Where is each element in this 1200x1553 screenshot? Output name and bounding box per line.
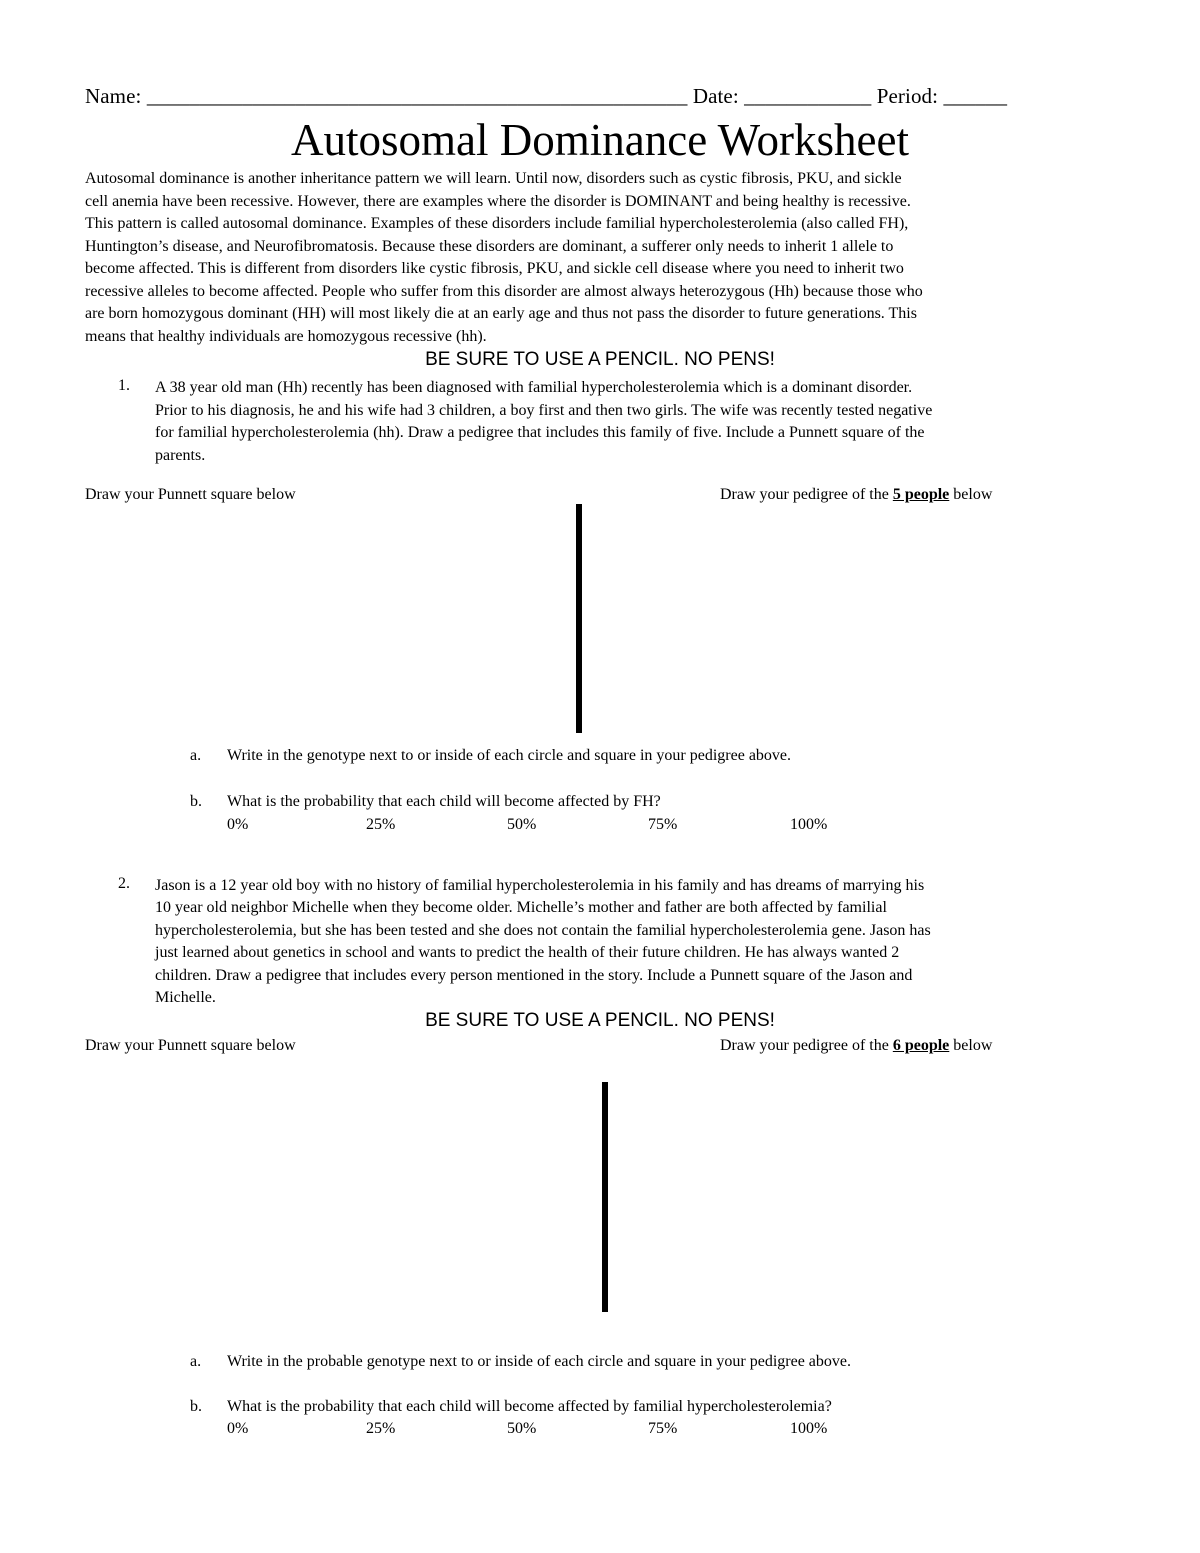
- q1-sub-b-text: What is the probability that each child will become affected by FH?: [227, 793, 661, 810]
- date-label: Date:: [692, 84, 739, 108]
- q1-sub-a-letter: a.: [190, 747, 202, 764]
- q1-pedigree-prompt-before: Draw your pedigree of the: [720, 486, 889, 503]
- q2-pedigree-prompt-after: below: [953, 1037, 993, 1054]
- q2-sub-b-text: What is the probability that each child will become affected by familial hypercholesterolemia?: [227, 1398, 832, 1415]
- q2-option[interactable]: 50%: [507, 1420, 537, 1437]
- intro-line: This pattern is called autosomal dominance. Examples of these disorders include familial hypercholesterolemia (also called FH),: [85, 215, 909, 232]
- period-field[interactable]: ______: [943, 84, 1008, 108]
- q2-pedigree-prompt: [720, 1037, 992, 1055]
- question-2-line: just learned about genetics in school and wants to predict the health of their future children. He has always wanted 2: [155, 944, 900, 961]
- q1-option[interactable]: 75%: [648, 816, 678, 833]
- q2-sub-b-letter: b.: [190, 1398, 202, 1415]
- page-title: Autosomal Dominance Worksheet: [291, 115, 909, 165]
- q2-option[interactable]: 25%: [366, 1420, 396, 1437]
- q1-pedigree-area[interactable]: [600, 515, 1110, 735]
- q1-pedigree-prompt: [720, 486, 992, 504]
- question-2-line: Jason is a 12 year old boy with no history of familial hypercholesterolemia in his family and has dreams of marrying his: [155, 877, 925, 894]
- q1-option[interactable]: 25%: [366, 816, 396, 833]
- intro-line: Huntington’s disease, and Neurofibromatosis. Because these disorders are dominant, a sufferer only needs to inherit 1 allele to: [85, 238, 894, 255]
- question-1-number: 1.: [118, 377, 130, 394]
- q2-option[interactable]: 100%: [790, 1420, 828, 1437]
- q1-option[interactable]: 0%: [227, 816, 249, 833]
- question-2-line: 10 year old neighbor Michelle when they become older. Michelle’s mother and father are both affected by familial: [155, 899, 887, 916]
- q2-divider: [602, 1082, 608, 1312]
- q2-punnett-area[interactable]: [85, 1065, 585, 1310]
- intro-line: means that healthy individuals are homozygous recessive (hh).: [85, 328, 487, 345]
- question-2-number: 2.: [118, 875, 130, 892]
- q1-option[interactable]: 100%: [790, 816, 828, 833]
- q1-option[interactable]: 50%: [507, 816, 537, 833]
- pencil-warning: BE SURE TO USE A PENCIL. NO PENS!: [425, 1010, 775, 1031]
- question-1-line: A 38 year old man (Hh) recently has been diagnosed with familial hypercholesterolemia which is a dominant disorder.: [155, 379, 913, 396]
- q1-punnett-area[interactable]: [85, 515, 565, 735]
- question-2-line: Michelle.: [155, 989, 216, 1006]
- q1-sub-b-letter: b.: [190, 793, 202, 810]
- q2-sub-a-text: Write in the probable genotype next to or inside of each circle and square in your pedigree above.: [227, 1353, 852, 1370]
- question-2-line: hypercholesterolemia, but she has been tested and she does not contain the familial hypercholesterolemia gene. Jason has: [155, 922, 931, 939]
- period-label: Period:: [876, 84, 939, 108]
- intro-line: recessive alleles to become affected. People who suffer from this disorder are almost always heterozygous (Hh) because those who: [85, 283, 923, 300]
- q2-people-count: 6 people: [892, 1037, 950, 1054]
- intro-line: cell anemia have been recessive. However, there are examples where the disorder is DOMINANT and being healthy is recessive.: [85, 193, 911, 210]
- intro-line: become affected. This is different from disorders like cystic fibrosis, PKU, and sickle cell disease where you need to inherit two: [85, 260, 904, 277]
- q2-punnett-prompt: Draw your Punnett square below: [85, 1037, 296, 1054]
- q2-option[interactable]: 75%: [648, 1420, 678, 1437]
- intro-line: are born homozygous dominant (HH) will most likely die at an early age and thus not pass the disorder to future generations. This: [85, 305, 917, 322]
- name-field[interactable]: ___________________________________________________: [146, 84, 688, 108]
- q1-sub-a-text: Write in the genotype next to or inside of each circle and square in your pedigree above.: [227, 747, 792, 764]
- q2-sub-a-letter: a.: [190, 1353, 202, 1370]
- date-field[interactable]: ____________: [744, 84, 872, 108]
- q2-pedigree-prompt-before: Draw your pedigree of the: [720, 1037, 889, 1054]
- q1-divider: [576, 504, 582, 733]
- header-line: [85, 84, 1007, 109]
- question-1-line: parents.: [155, 447, 206, 464]
- intro-line: Autosomal dominance is another inheritance pattern we will learn. Until now, disorders such as cystic fibrosis, PKU, and sickle: [85, 170, 902, 187]
- q1-punnett-prompt: Draw your Punnett square below: [85, 486, 296, 503]
- q1-pedigree-prompt-after: below: [953, 486, 993, 503]
- name-label: Name:: [85, 84, 142, 108]
- q2-option[interactable]: 0%: [227, 1420, 249, 1437]
- q1-people-count: 5 people: [892, 486, 950, 503]
- question-1-line: for familial hypercholesterolemia (hh). Draw a pedigree that includes this family of five. Include a Punnett square of the: [155, 424, 925, 441]
- q2-pedigree-area[interactable]: [625, 1065, 1110, 1310]
- question-2-line: children. Draw a pedigree that includes every person mentioned in the story. Include a Punnett square of the Jason and: [155, 967, 913, 984]
- pencil-warning: BE SURE TO USE A PENCIL. NO PENS!: [425, 349, 775, 370]
- question-1-line: Prior to his diagnosis, he and his wife had 3 children, a boy first and then two girls. The wife was recently tested negative: [155, 402, 933, 419]
